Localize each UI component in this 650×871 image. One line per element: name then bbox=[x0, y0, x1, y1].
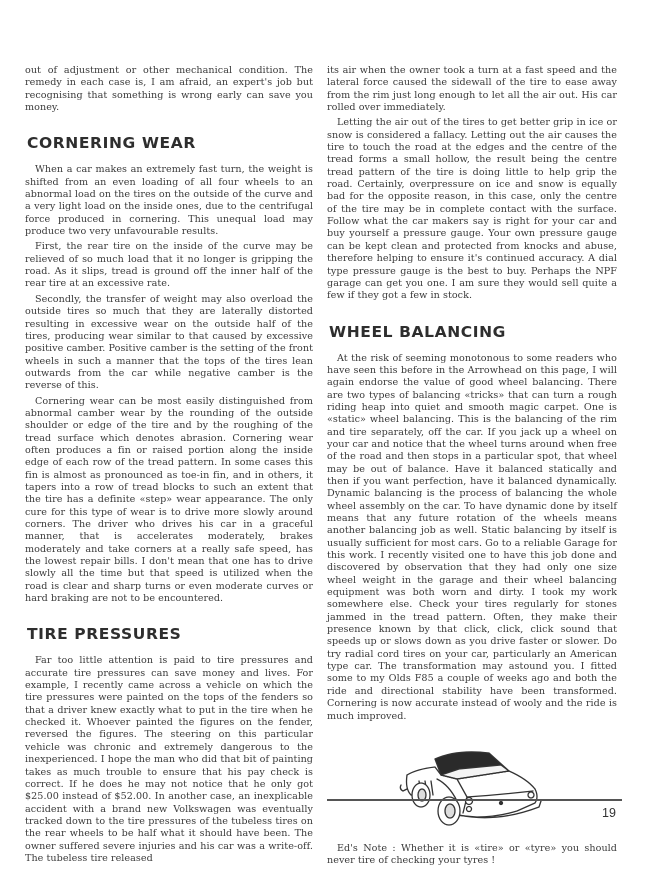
cornering-paragraph: First, the rear tire on the inside of the curve may be relieved of so much load that it no longer is gripping the road. As it slips, tread is ground off the inner half of the rear tire at an excessive rate. bbox=[25, 241, 313, 290]
heading-wheel-balancing: WHEEL BALANCING bbox=[329, 322, 507, 341]
pressures-paragraph: Far too little attention is paid to tire pressures and accurate tire pressures can save money and lives. For example, I recently came across a vehicle on which the tire pressures were painted on the tops of the fenders so that a driver knew exactly what to put in the tire when he checked it. Whoever painted the figures on the fender, reversed the figures. The steering on this particular vehicle was chronic and extremely dangerous to the inexperienced. I hope the man who did that bit of painting takes as much trouble to ensure that his pay check is correct. If he does he may not notice that he only got $25.00 instead of $52.00. In another case, an inexplicable accident with a brand new Volkswagen was eventually tracked down to the tire pressures of the tubeless tires on the rear wheels to be half what it should have been. The owner suffered severe injuries and his car was a write-off. The tubeless tire released bbox=[25, 655, 313, 864]
page-number: 19 bbox=[602, 806, 616, 820]
balancing-paragraph: At the risk of seeming monotonous to some readers who have seen this before in the Arrowhead on this page, I will again endorse the value of good wheel balancing. There are two types of balancing «tricks» that can turn a rough riding heap into quiet and smooth magic carpet. One is «static» wheel balancing. This is the balancing of the rim and tire separately, off the car. If you jack up a wheel on your car and notice that the wheel turns around when free of the road and then stops in a particular spot, that wheel may be out of balance. Have it balanced statically and then if you want perfection, have it balanced dynamically. Dynamic balancing is the process of balancing the whole wheel assembly on the car. To have dynamic done by itself means that any future rotation of the wheels means another balancing job as well. Static balancing by itself is usually sufficient for most cars. Go to a reliable Garage for this work. I recently visited one to have this job done and discovered by observation that they had only one size wheel weight in the garage and their wheel balancing equipment was both worn and dirty. I took my work somewhere else. Check your tires regularly for stones jammed in the tread pattern. Often, they make their presence known by that click, click, click sound that speeds up or slows down as you drive faster or slower. Do try radial cord tires on your car, particularly an American type car. The transformation may astound you. I fitted some to my Olds F85 a couple of weeks ago and both the ride and directional stability have been transformed. Cornering is now accurate instead of wooly and the ride is much improved. bbox=[327, 352, 617, 722]
car-illustration bbox=[327, 745, 617, 833]
cornering-paragraph: Cornering wear can be most easily distinguished from abnormal camber wear by the rounding of the outside shoulder or edge of the tire and by the roughing of the tread surface which denotes abrasion. Cornering wear often produces a fin or raised portion along the inside edge of each row of the tread pattern. In some cases this fin is almost as pronounced as toe-in fin, and in others, it tapers into a row of tread blocks to such an extent that the tire has a definite «step» wear appearance. The only cure for this type of wear is to drive more slowly around corners. The driver who drives his car in a graceful manner, that is accelerates moderately, brakes moderately and take corners at a really safe speed, has the lowest repair bills. I don't mean that one has to drive slowly all the time but that speed is utilized when the road is clear and sharp turns or even moderate curves or hard braking are not to be encountered. bbox=[25, 395, 313, 605]
intro-paragraph: out of adjustment or other mechanical condition. The remedy in each case is, I am afraid, an expert's job but recognising that something is wrong early can save you money. bbox=[25, 65, 313, 114]
left-column bbox=[25, 65, 313, 868]
cornering-paragraph: Secondly, the transfer of weight may also overload the outside tires so much that they are laterally distorted resulting in excessive wear on the outside half of the tires, producing wear similar to that caused by excessive positive camber. Positive camber is the setting of the front wheels in such a manner that the tops of the tires lean outwards from the car while negative camber is the reverse of this. bbox=[25, 293, 313, 392]
eds-note: Ed's Note : Whether it is «tire» or «tyre» you should never tire of checking your tyres ! bbox=[327, 842, 617, 867]
right-column bbox=[327, 65, 617, 871]
heading-tire-pressures: TIRE PRESSURES bbox=[27, 625, 182, 644]
car-icon bbox=[397, 745, 547, 833]
cornering-paragraph: When a car makes an extremely fast turn, the weight is shifted from an even loading of all four wheels to an abnormal load on the tires on the outside of the curve and a very light load on the inside ones, due to the centrifugal force produced in cornering. This unequal load may produce two very unfavourable results. bbox=[25, 164, 313, 238]
pressures-paragraph: Letting the air out of the tires to get better grip in ice or snow is considered a fallacy. Letting out the air causes the tire to touch the road at the edges and the centre of the tread forms a small hollow, the result being the centre tread pattern of the tire is doing little to help grip the road. Certainly, overpressure on ice and snow is equally bad for the opposite reason, in this case, only the centre of the tire may be in complete contact with the surface. Follow what the car makers say is right for your car and buy yourself a pressure gauge. Your own pressure gauge can be kept clean and protected from knocks and abuse, therefore helping to ensure it's continued accuracy. A dial type pressure gauge is the best to buy. Perhaps the NPF garage can get you one. I am sure they would sell quite a few if they got a few in stock. bbox=[327, 117, 617, 302]
heading-cornering-wear: CORNERING WEAR bbox=[27, 134, 196, 153]
footer-rule bbox=[327, 799, 622, 801]
continued-paragraph: its air when the owner took a turn at a fast speed and the lateral force caused the sidewall of the tire to ease away from the rim just long enough to let all the air out. His car rolled over immediately. bbox=[327, 65, 617, 114]
